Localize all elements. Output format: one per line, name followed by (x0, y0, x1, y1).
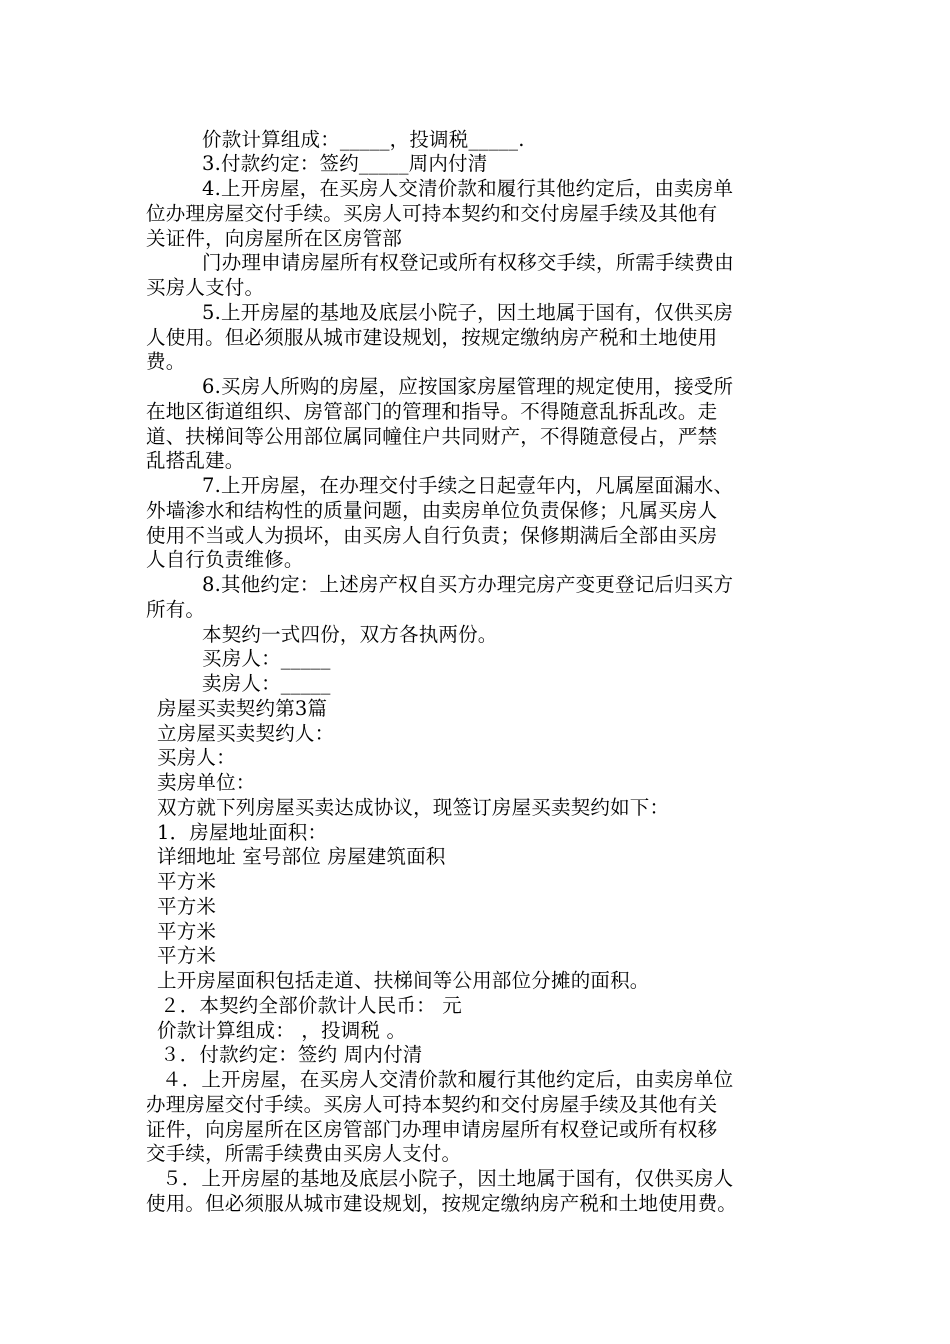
text-line: 买房人：_____ (202, 647, 331, 670)
text-line: 价款计算组成：_____，投调税_____. (202, 128, 525, 151)
text-line: 道、扶梯间等公用部位属同幢住户共同财产，不得随意侵占，严禁 (146, 425, 718, 448)
text-line: 本契约一式四份，双方各执两份。 (202, 623, 498, 646)
text-line: 4.上开房屋，在买房人交清价款和履行其他约定后，由卖房单 (202, 177, 734, 200)
text-line: 价款计算组成： ，投调税 。 (157, 1019, 407, 1042)
text-line: 1．房屋地址面积： (157, 821, 328, 844)
text-line: 6.买房人所购的房屋，应按国家房屋管理的规定使用，接受所 (202, 375, 734, 398)
text-line: ２．本契约全部价款计人民币： 元 (160, 994, 462, 1017)
text-line: 人使用。但必须服从城市建设规划，按规定缴纳房产税和土地使用 (146, 326, 718, 349)
text-line: ５．上开房屋的基地及底层小院子，因土地属于国有，仅供买房人 (162, 1167, 734, 1190)
text-line: 详细地址 室号部位 房屋建筑面积 (157, 845, 446, 868)
text-line: 3.付款约定：签约_____周内付清 (202, 152, 488, 175)
text-line: ４．上开房屋，在买房人交清价款和履行其他约定后，由卖房单位 (162, 1068, 734, 1091)
text-line: 双方就下列房屋买卖达成协议，现签订房屋买卖契约如下： (157, 796, 670, 819)
text-line: 立房屋买卖契约人： (157, 722, 335, 745)
text-line: 使用不当或人为损坏，由买房人自行负责；保修期满后全部由买房 (146, 524, 718, 547)
text-line: 卖房单位： (157, 771, 256, 794)
text-line: 关证件，向房屋所在区房管部 (146, 227, 403, 250)
text-line: 平方米 (157, 870, 217, 893)
text-line: 5.上开房屋的基地及底层小院子，因土地属于国有，仅供买房 (202, 301, 734, 324)
text-line: 办理房屋交付手续。买房人可持本契约和交付房屋手续及其他有关 (146, 1093, 718, 1116)
text-line: 使用。但必须服从城市建设规划，按规定缴纳房产税和土地使用费。 (146, 1192, 738, 1215)
section-heading: 房屋买卖契约第3篇 (157, 697, 328, 720)
text-line: 所有。 (146, 598, 206, 621)
text-line: 卖房人：_____ (202, 672, 331, 695)
text-line: 位办理房屋交付手续。买房人可持本契约和交付房屋手续及其他有 (146, 202, 718, 225)
text-line: 乱搭乱建。 (146, 449, 245, 472)
text-line: 证件，向房屋所在区房管部门办理申请房屋所有权登记或所有权移 (146, 1118, 718, 1141)
text-line: 8.其他约定：上述房产权自买方办理完房产变更登记后归买方 (202, 573, 734, 596)
text-line: 交手续，所需手续费由买房人支付。 (146, 1142, 462, 1165)
text-line: 平方米 (157, 944, 217, 967)
text-line: 人自行负责维修。 (146, 548, 304, 571)
text-line: 平方米 (157, 895, 217, 918)
text-line: 上开房屋面积包括走道、扶梯间等公用部位分摊的面积。 (157, 969, 650, 992)
text-line: 平方米 (157, 920, 217, 943)
text-line: 7.上开房屋，在办理交付手续之日起壹年内，凡属屋面漏水、 (202, 474, 734, 497)
text-line: 买房人： (157, 746, 236, 769)
text-line: 费。 (146, 350, 186, 373)
text-line: ３．付款约定：签约 周内付清 (160, 1043, 423, 1066)
text-line: 买房人支付。 (146, 276, 265, 299)
text-line: 外墙渗水和结构性的质量问题，由卖房单位负责保修；凡属买房人 (146, 499, 718, 522)
text-line: 在地区街道组织、房管部门的管理和指导。不得随意乱拆乱改。走 (146, 400, 718, 423)
text-line: 门办理申请房屋所有权登记或所有权移交手续，所需手续费由 (202, 251, 734, 274)
